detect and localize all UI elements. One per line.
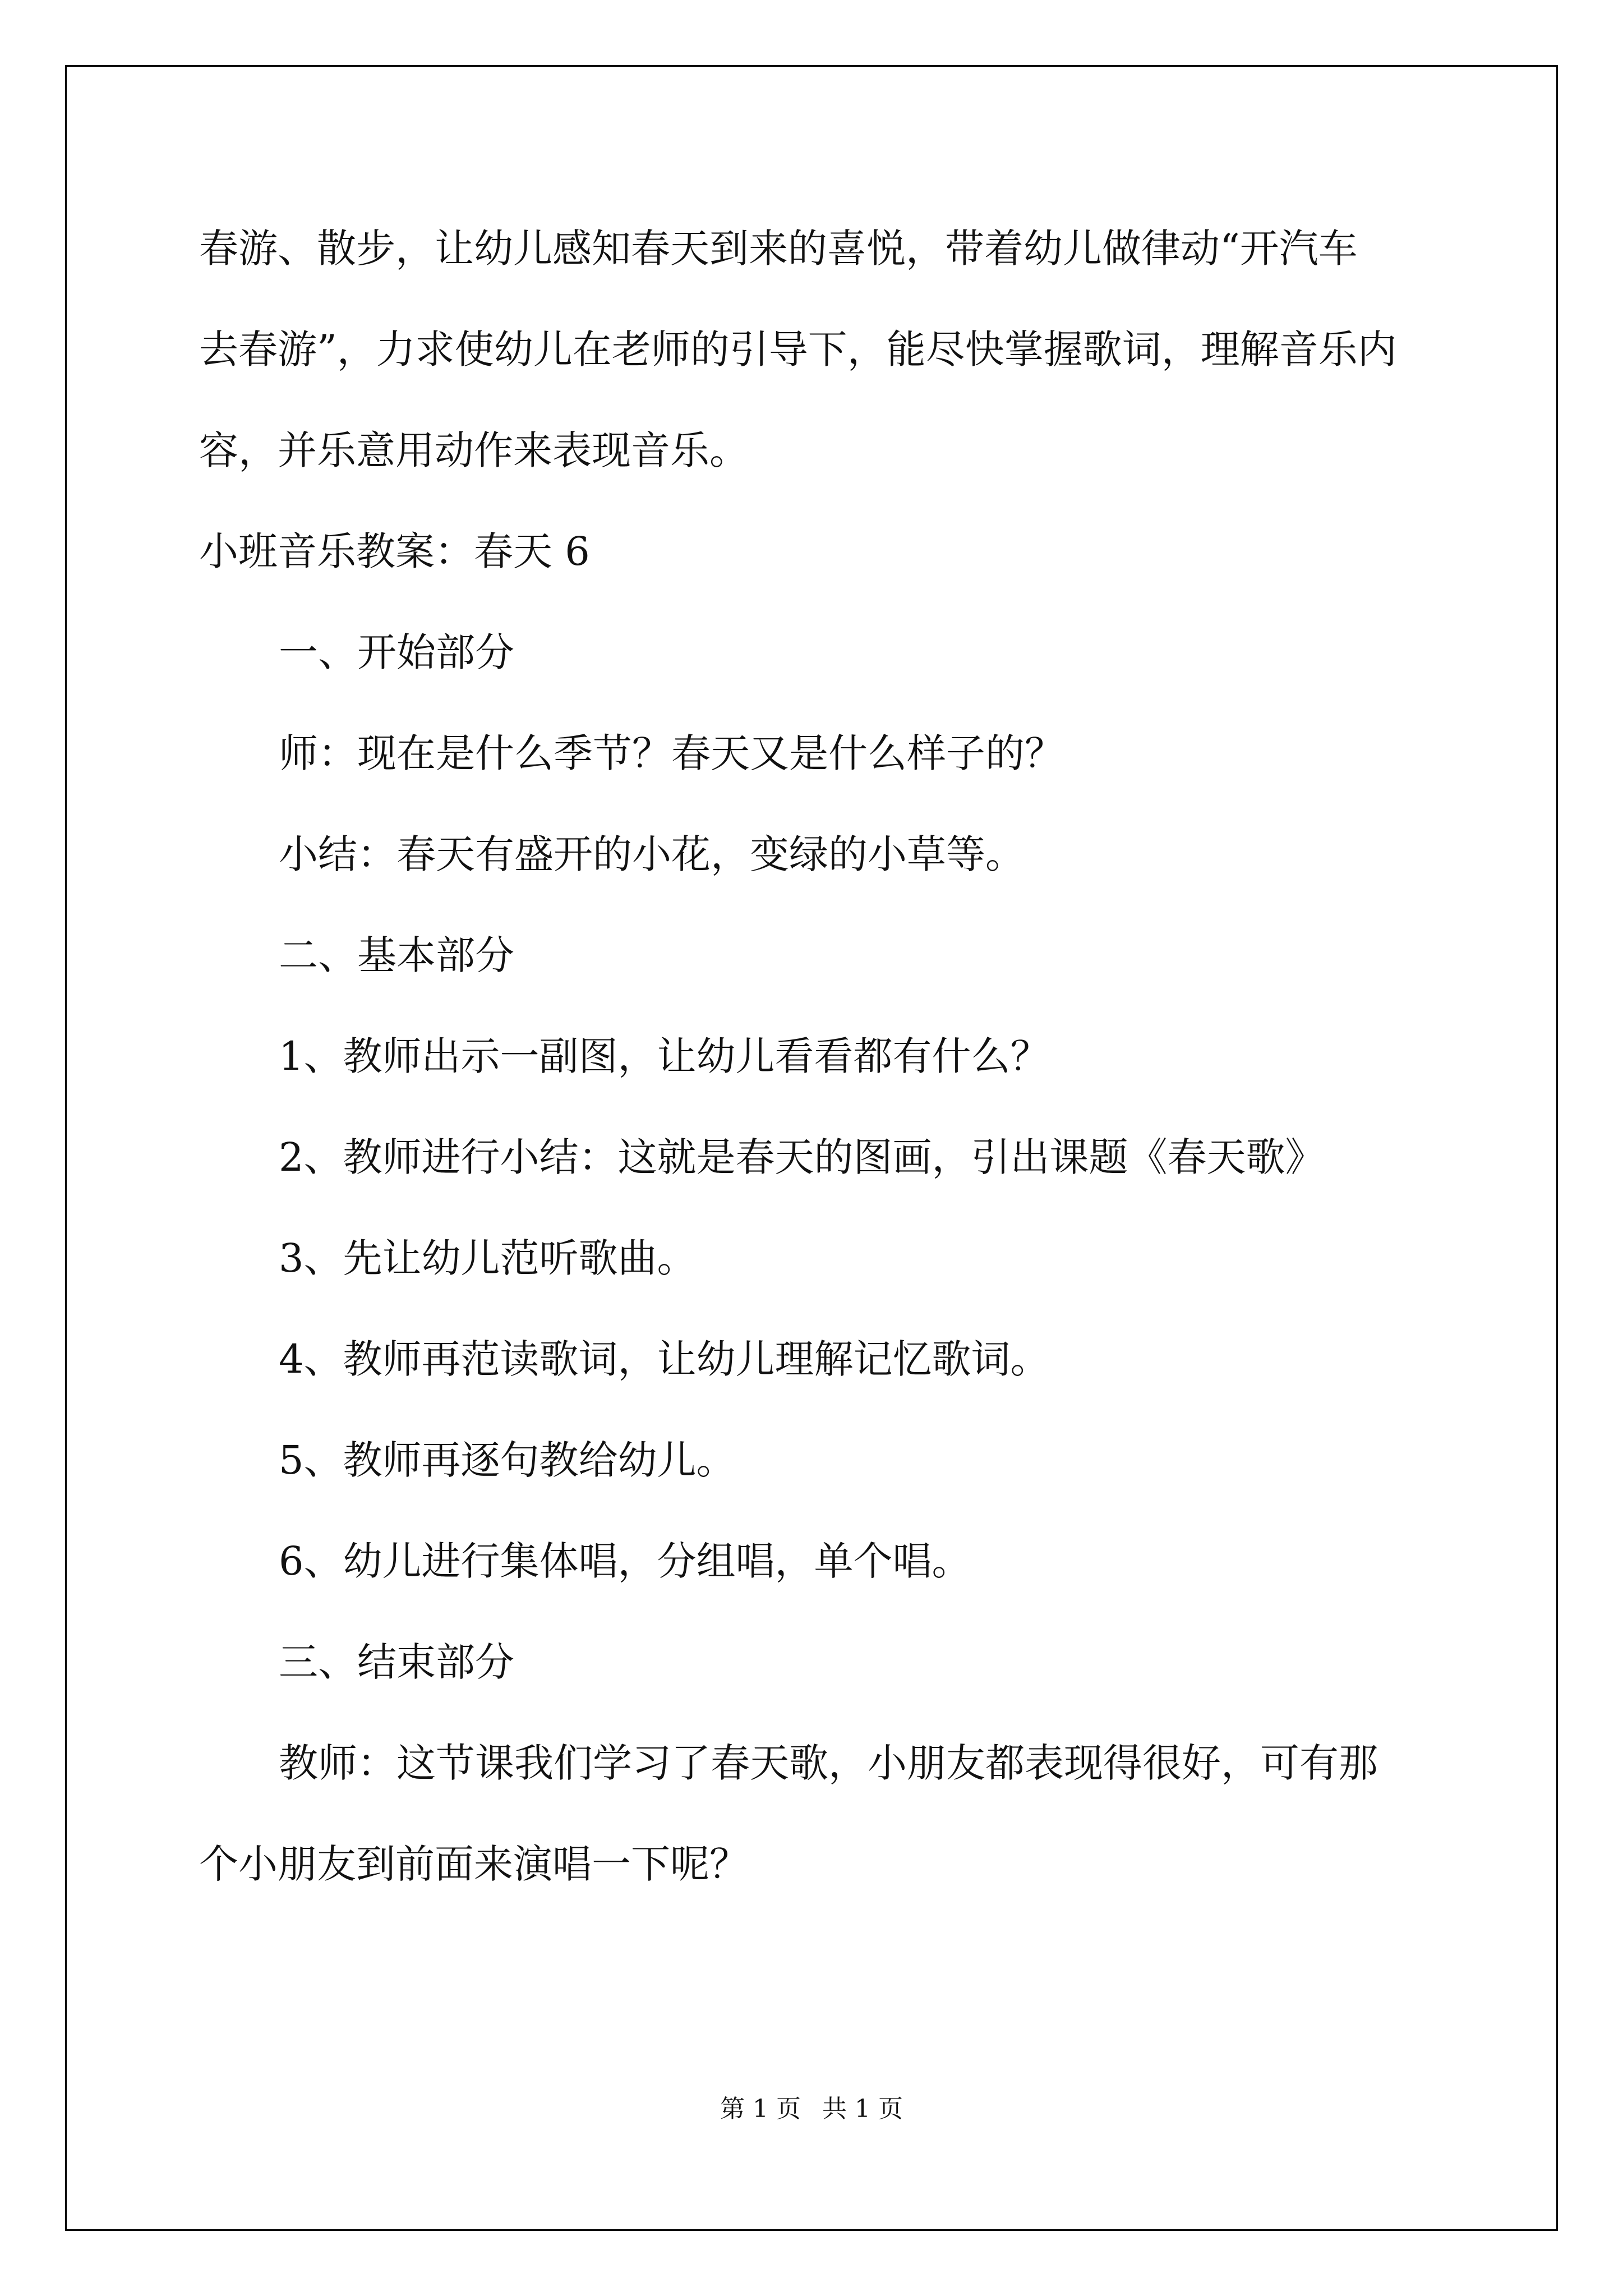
section-title: 小班音乐教案：春天 6: [199, 528, 590, 574]
intro-line-1: 春游、散步，让幼儿感知春天到来的喜悦，带着幼儿做律动“开汽车: [199, 226, 1358, 272]
step-item: 3、先让幼儿范听歌曲。: [279, 1235, 697, 1281]
step-item: 4、教师再范读歌词，让幼儿理解记忆歌词。: [279, 1336, 1050, 1382]
part1-summary: 小结：春天有盛开的小花，变绿的小草等。: [279, 831, 1025, 877]
step-item: 2、教师进行小结：这就是春天的图画，引出课题《春天歌》: [279, 1134, 1325, 1180]
part3-heading: 三、结束部分: [279, 1639, 514, 1685]
step-item: 6、幼儿进行集体唱，分组唱，单个唱。: [279, 1538, 971, 1584]
page-footer: [0, 2092, 1623, 2126]
page-number: 第 1 页: [720, 2095, 801, 2123]
intro-line-3: 容，并乐意用动作来表现音乐。: [199, 427, 749, 473]
closing-line-2: 个小朋友到前面来演唱一下呢？: [199, 1841, 749, 1887]
closing-line-1: 教师：这节课我们学习了春天歌，小朋友都表现得很好，可有那: [279, 1740, 1378, 1786]
part1-question: 师：现在是什么季节？春天又是什么样子的？: [279, 730, 1064, 776]
page-total: 共 1 页: [822, 2095, 903, 2123]
intro-line-2: 去春游”，力求使幼儿在老师的引导下，能尽快掌握歌词，理解音乐内: [199, 326, 1397, 372]
step-item: 5、教师再逐句教给幼儿。: [279, 1437, 736, 1483]
part1-heading: 一、开始部分: [279, 629, 514, 675]
part2-heading: 二、基本部分: [279, 932, 514, 978]
step-item: 1、教师出示一副图，让幼儿看看都有什么？: [279, 1033, 1050, 1079]
